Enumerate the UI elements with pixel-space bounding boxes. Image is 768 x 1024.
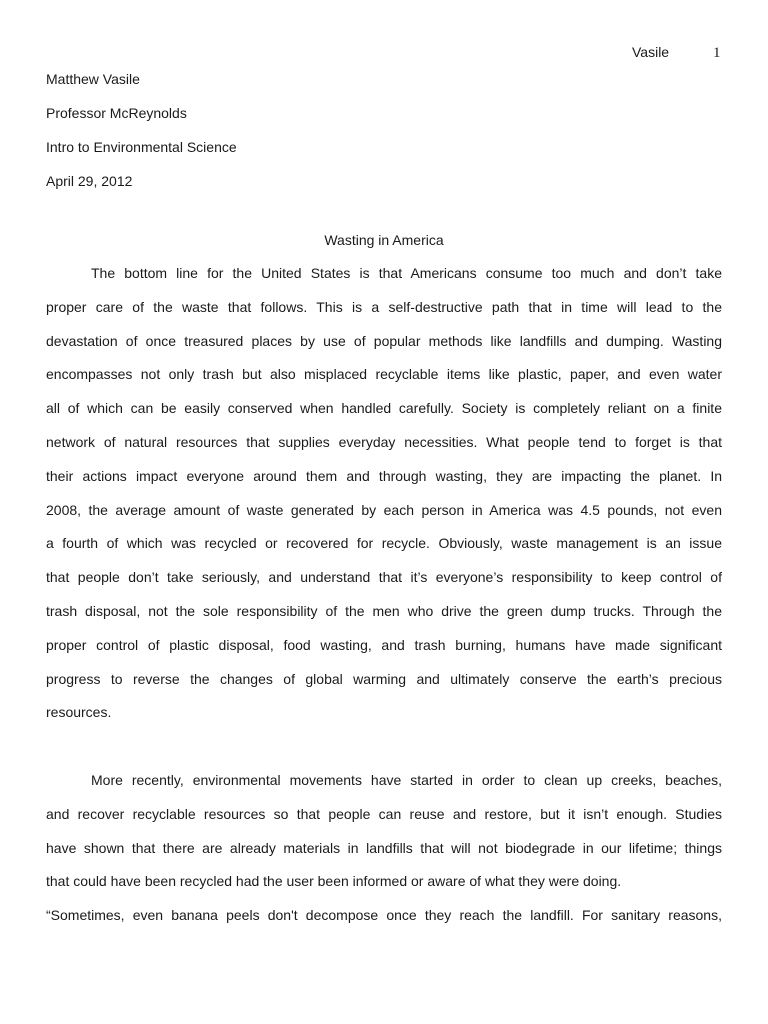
professor-name: Professor McReynolds xyxy=(46,105,187,121)
text-line: proper care of the waste that follows. This is a self-destructive path that in time will lead to the xyxy=(46,298,722,315)
text-line: More recently, environmental movements have started in order to clean up creeks, beaches, xyxy=(91,772,722,788)
text-line: “Sometimes, even banana peels don't decompose once they reach the landfill. For sanitary reasons, xyxy=(46,907,722,924)
text-line: network of natural resources that supplies everyday necessities. What people tend to forget is that xyxy=(46,433,722,450)
text-line: that could have been recycled had the user been informed or aware of what they were doing. xyxy=(46,873,622,890)
paragraph-1 xyxy=(46,257,722,730)
text-line: progress to reverse the changes of global warming and ultimately conserve the earth’s precious xyxy=(46,670,722,687)
page-number: 1 xyxy=(713,45,721,61)
text-line: encompasses not only trash but also misplaced recyclable items like plastic, paper, and even water xyxy=(46,366,722,383)
document-date: April 29, 2012 xyxy=(46,173,133,189)
heading-block xyxy=(46,62,237,198)
text-line: resources. xyxy=(46,704,112,721)
text-line: trash disposal, not the sole responsibility of the men who drive the green dump trucks. Through the xyxy=(46,602,722,619)
text-line: 2008, the average amount of waste generated by each person in America was 4.5 pounds, not even xyxy=(46,501,722,518)
essay-title: Wasting in America xyxy=(324,232,444,248)
text-line: and recover recyclable resources so that people can reuse and restore, but it isn’t enough. Studies xyxy=(46,805,722,822)
course-name: Intro to Environmental Science xyxy=(46,139,237,155)
running-head: Vasile xyxy=(632,44,670,60)
text-line: have shown that there are already materials in landfills that will not biodegrade in our lifetime; things xyxy=(46,839,722,856)
text-line: their actions impact everyone around them and through wasting, they are impacting the planet. In xyxy=(46,467,722,484)
text-line: that people don’t take seriously, and understand that it’s everyone’s responsibility to keep control of xyxy=(46,569,722,586)
text-line: The bottom line for the United States is that Americans consume too much and don’t take xyxy=(91,265,722,281)
text-line: a fourth of which was recycled or recovered for recycle. Obviously, waste management is an issue xyxy=(46,535,722,552)
author-name: Matthew Vasile xyxy=(46,71,140,87)
paragraph-2 xyxy=(46,764,722,933)
text-line: proper control of plastic disposal, food wasting, and trash burning, humans have made significant xyxy=(46,636,722,653)
text-line: devastation of once treasured places by use of popular methods like landfills and dumping. Wasting xyxy=(46,332,722,349)
text-line: all of which can be easily conserved when handled carefully. Society is completely reliant on a finite xyxy=(46,400,722,417)
